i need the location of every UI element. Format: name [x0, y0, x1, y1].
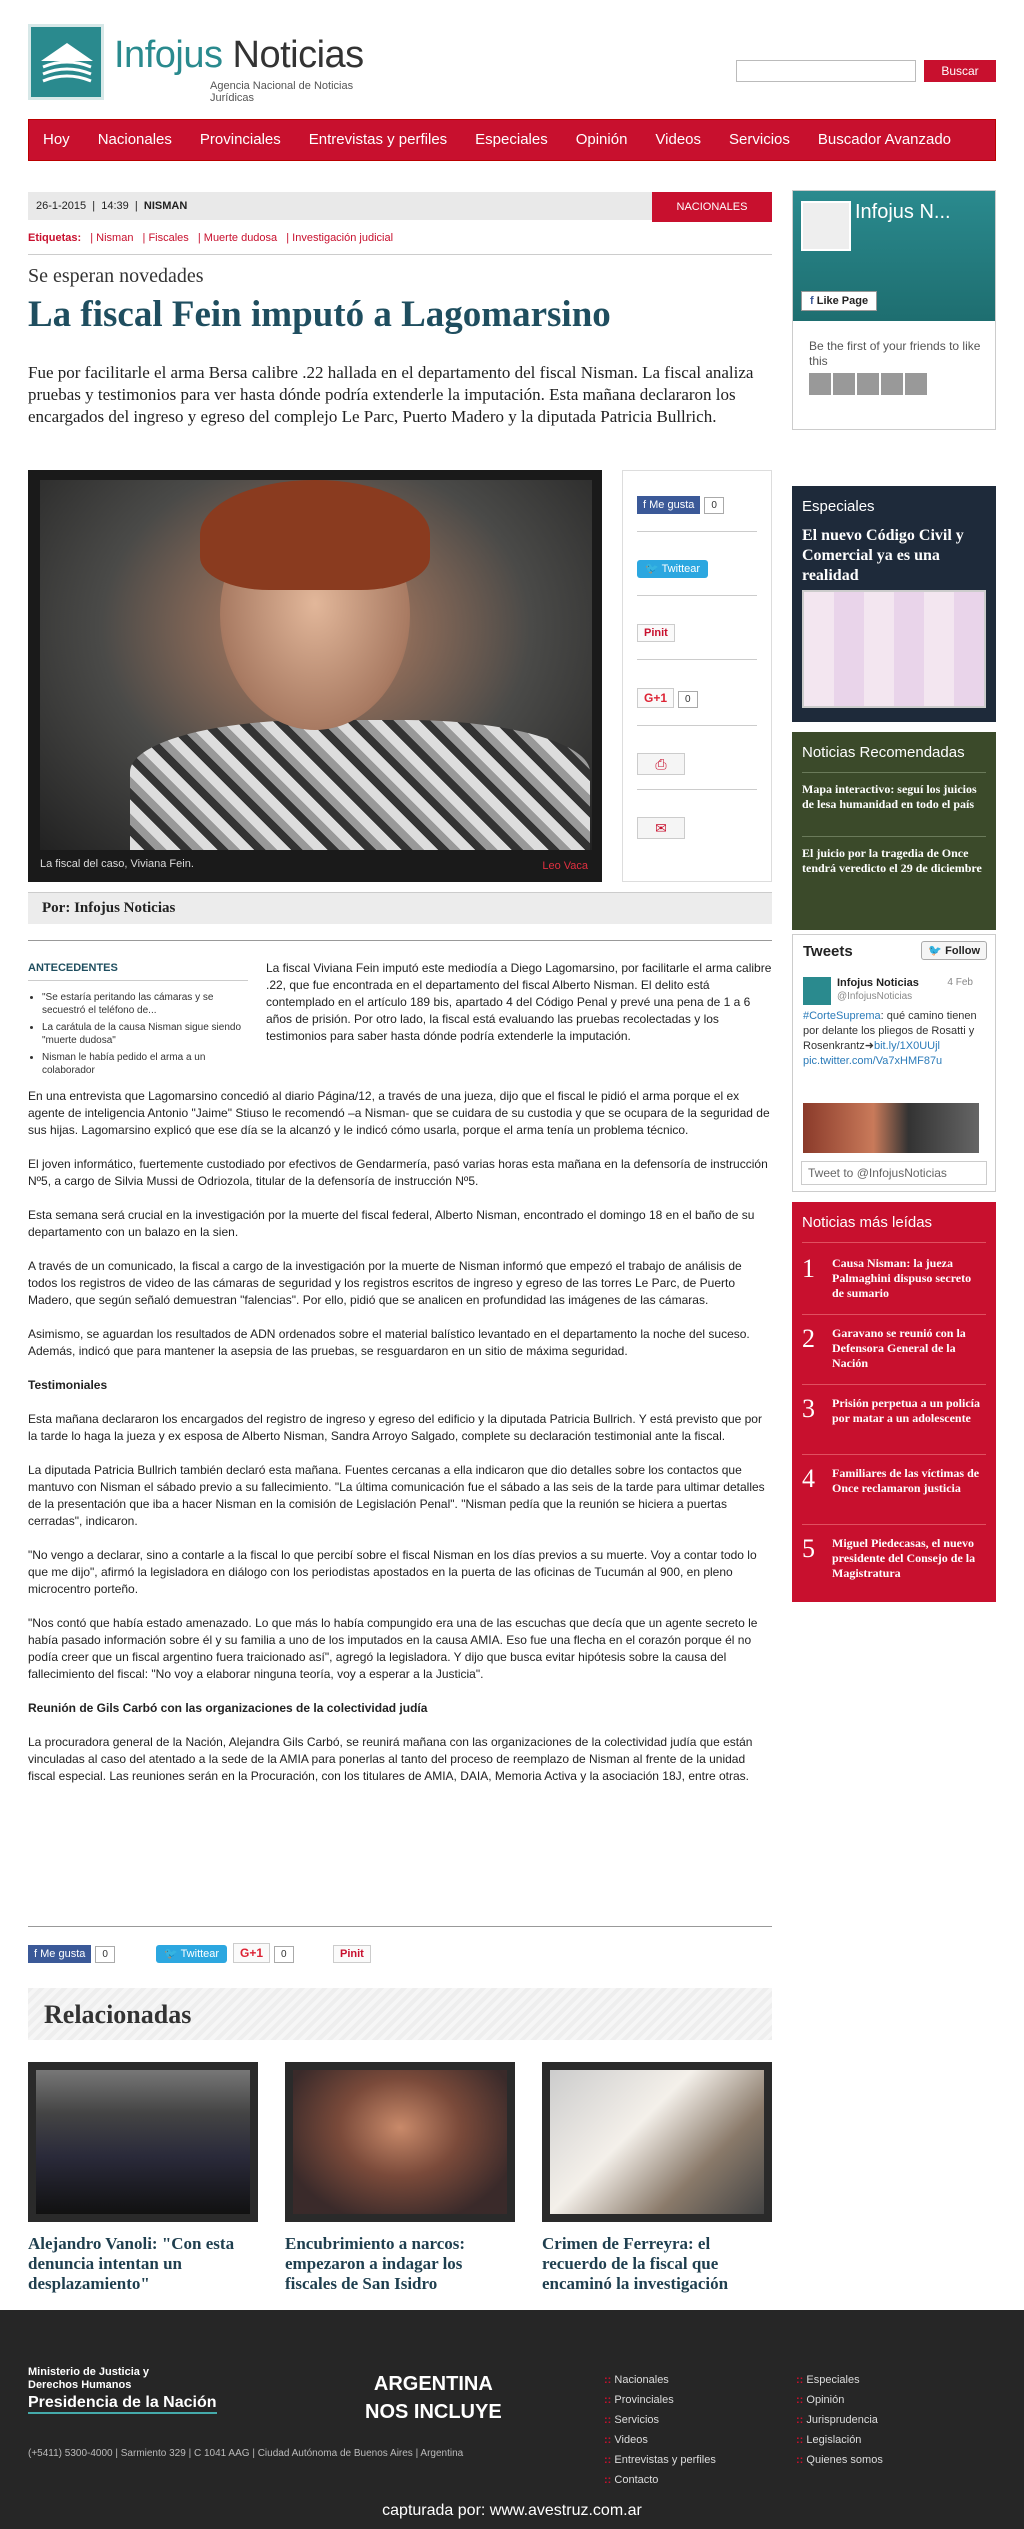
article-time: 14:39 [101, 200, 129, 212]
mas-leida-link[interactable]: Miguel Piedecasas, el nuevo presidente del Consejo de la Magistratura [832, 1536, 976, 1580]
antecedente-link[interactable]: • La carátula de la causa Nisman sigue siendo "muerte dudosa" [42, 1021, 248, 1047]
facebook-like-count: 0 [704, 497, 724, 514]
tweet-to-input[interactable]: Tweet to @InfojusNoticias [801, 1161, 987, 1185]
tweet-handle[interactable]: @InfojusNoticias [837, 991, 913, 1002]
page-avatar [801, 201, 851, 251]
nav-item-provinciales[interactable]: Provinciales [199, 131, 281, 148]
divider [28, 254, 772, 255]
rank-number: 5 [802, 1534, 815, 1563]
facebook-cover [793, 191, 995, 321]
follow-button[interactable] [921, 941, 987, 960]
facebook-like-count: 0 [95, 1946, 115, 1963]
tweet-body: : qué camino tienen por delante los pliegos de Rosatti y Rosenkrantz➜ [803, 1010, 977, 1052]
article-topic[interactable]: NISMAN [143, 200, 188, 212]
tweet-hashtag[interactable]: #CorteSuprema [803, 1010, 881, 1022]
argentina-line-1: ARGENTINA [373, 2373, 493, 2395]
tag-link[interactable]: Muerte dudosa [203, 232, 278, 244]
article-photo [28, 470, 602, 882]
facebook-icon: f [643, 499, 647, 511]
search-button[interactable]: Buscar [924, 60, 996, 82]
tweet-text [803, 1009, 979, 1069]
logo-name: Infojus [114, 34, 223, 76]
antecedentes-box [28, 962, 248, 1081]
footer-link[interactable]: :: Provinciales [604, 2390, 716, 2410]
friend-avatars [809, 373, 929, 400]
tweet-button[interactable] [637, 560, 708, 578]
antecedente-link[interactable]: • "Se estaría peritando las cámaras y se secuestró el teléfono de... [42, 991, 248, 1017]
article-kicker: Se esperan novedades [28, 265, 204, 287]
tweet-label: Twittear [661, 563, 701, 575]
facebook-like-label: Me gusta [649, 499, 695, 511]
argentina-line-2: NOS INCLUYE [365, 2401, 502, 2423]
envelope-icon: ✉ [655, 820, 667, 836]
tweet-label: Twittear [180, 1948, 220, 1960]
google-plus-button[interactable]: G+1 [233, 1943, 270, 1963]
google-plus-count: 0 [274, 1946, 294, 1963]
twitter-bird-icon: 🐦 [928, 945, 943, 957]
antecedente-link[interactable]: • Nisman le había pedido el arma a un colaborador [42, 1051, 248, 1077]
footer-link[interactable]: :: Nacionales [604, 2370, 716, 2390]
pinterest-button[interactable]: Pinit [637, 624, 675, 642]
tweet-date[interactable]: 4 Feb [947, 977, 973, 988]
byline: Por: Infojus Noticias [42, 900, 176, 916]
site-footer [0, 2310, 1024, 2529]
footer-link[interactable]: :: Quienes somos [796, 2450, 883, 2470]
rank-number: 3 [802, 1394, 815, 1423]
paragraph: A través de un comunicado, la fiscal a cargo de la investigación por la muerte de Nisman informó que empezó el trabajo de análisis de todos los registros de video de las cámaras de seguridad y los registros escritos de ingreso y egreso de las torres Le Parc, de Puerto Madero, que según señaló demuestran "falencias". Por ello, pidió que se analicen en profundidad las imágenes de las cámaras. [28, 1259, 742, 1307]
pinterest-button[interactable]: Pinit [333, 1945, 371, 1963]
nav-item-opinion[interactable]: Opinión [575, 131, 628, 148]
site-header [0, 0, 1024, 115]
paragraph: "Nos contó que había estado amenazado. Lo que más lo había compungido era una de las escuchas que decía que un agente secreto le había pasado información sobre él y su familia a uno de los imputados en la causa AMIA. Eso fue una flecha en el corazón porque él no podía creer que un fiscal argentino fuera traicionado así", agregó la legisladora. Y dijo que busca evitar hipótesis sobre la causa del fallecimiento del fiscal: "No voy a elaborar ninguna teoría, voy a esperar a la Justicia". [28, 1616, 758, 1681]
related-header [28, 1988, 772, 2040]
recomendadas-title: Noticias Recomendadas [802, 744, 965, 761]
article-body [28, 1088, 772, 1802]
footer-link[interactable]: :: Entrevistas y perfiles [604, 2450, 716, 2470]
related-thumbnail[interactable] [285, 2062, 515, 2222]
logo-subtitle: Agencia Nacional de Noticias Jurídicas [210, 80, 354, 104]
book-logo-icon [28, 24, 104, 100]
facebook-icon: f [810, 295, 814, 307]
facebook-like-button[interactable] [28, 1945, 91, 1963]
nav-item-nacionales[interactable]: Nacionales [97, 131, 172, 148]
nav-item-hoy[interactable]: Hoy [43, 131, 70, 148]
section-heading: Reunión de Gils Carbó con las organizaciones de la colectividad judía [28, 1701, 428, 1715]
print-button[interactable] [637, 753, 685, 775]
printer-icon: ⎙ [655, 756, 667, 772]
mas-leidas-title: Noticias más leídas [802, 1214, 933, 1231]
footer-link[interactable]: :: Opinión [796, 2390, 883, 2410]
facebook-like-page-button[interactable] [801, 291, 877, 311]
byline-bar [28, 892, 772, 924]
related-card[interactable] [28, 2062, 258, 2294]
paragraph: Esta semana será crucial en la investigación por la muerte del fiscal federal, Alberto Nisman, encontrado el domingo 18 en el baño de su departamento con un balazo en la sien. [28, 1208, 755, 1239]
tag-link[interactable]: Investigación judicial [292, 232, 394, 244]
main-nav [28, 119, 996, 161]
google-plus-count: 0 [678, 691, 698, 708]
related-headline[interactable]: Alejandro Vanoli: "Con esta denuncia intentan un desplazamiento" [28, 2234, 235, 2293]
article-date: 26-1-2015 [36, 200, 87, 212]
category-badge[interactable]: NACIONALES [652, 192, 772, 222]
mas-leidas-box [792, 1202, 996, 1602]
nav-item-especiales[interactable]: Especiales [475, 131, 548, 148]
paragraph: Esta mañana declararon los encargados del registro de ingreso y egreso del edificio y la diputada Patricia Bullrich. Y está previsto que por la tarde lo haga la jueza y ex esposa de Alberto Nisman, Sandra Arroyo Salgado, complete su declaración testimonial ante la fiscal. [28, 1412, 762, 1443]
paragraph: Asimismo, se aguardan los resultados de ADN ordenados sobre el material balístico levantado en el departamento la noche del suceso. Además, indicó que para mantener la asepsia de las pruebas, se resguardaron en un sitio de máxima seguridad. [28, 1327, 750, 1358]
paragraph: El joven informático, fuertemente custodiado por efectivos de Gendarmería, pasó varias horas esta mañana en la defensoría de instrucción Nº5, a cargo de Silvia Mussi de Odriozola, titular de la defensoría de instrucción Nº5. [28, 1157, 768, 1188]
rank-number: 4 [802, 1464, 815, 1493]
article-lead: Fue por facilitarle el arma Bersa calibre .22 hallada en el departamento del fiscal Nisman. La fiscal analiza pruebas y testimonios para ver hasta dónde podría extenderle la imputación. Esta mañana declararon los encargados del ingreso y egreso del complejo Le Parc, Puerto Madero y la diputada Patricia Bullrich. [28, 363, 754, 426]
mas-leida-link[interactable]: Prisión perpetua a un policía por matar a un adolescente [832, 1396, 981, 1425]
footer-link[interactable]: :: Legislación [796, 2430, 883, 2450]
related-thumbnail[interactable] [542, 2062, 772, 2222]
photo-image [40, 480, 592, 850]
ministerio-label[interactable]: Ministerio de Justicia y Derechos Humanos [28, 2366, 150, 2391]
article-body-intro [266, 960, 772, 1062]
tweet-link[interactable]: bit.ly/1X0UUjl [873, 1040, 940, 1052]
paragraph: La procuradora general de la Nación, Alejandra Gils Carbó, se reunirá mañana con las organizaciones de la colectividad judía que están vinculadas al caso del atentado a la sede de la AMIA para ponerlas al tanto del proceso de reemplazo de Nisman al frente de la unidad fiscal especial. Las reuniones serán en la Procuración, con los titulares de AMIA, DAIA, Memoria Activa y la asociación 18J, entre otras. [28, 1735, 753, 1783]
divider [28, 1926, 772, 1927]
site-logo[interactable] [28, 24, 398, 104]
search-input[interactable] [736, 60, 916, 82]
recomendada-link[interactable]: Mapa interactivo: seguí los juicios de lesa humanidad en todo el país [802, 782, 977, 811]
recomendadas-box [792, 732, 996, 930]
paragraph: La fiscal Viviana Fein imputó este mediodía a Diego Lagomarsino, por facilitarle el arma calibre .22, que fue encontrada en el departamento del fiscal Alberto Nisman. El delito está contemplado en el artículo 189 bis, apartado 4 del Código Penal y prevé una pena de 1 a 6 años de prisión. Por otro lado, la fiscal está evaluando las pruebas recolectadas y los testimonios para saber hasta dónde podría extenderle la imputación. [266, 961, 772, 1043]
related-headline[interactable]: Encubrimiento a narcos: empezaron a indagar los fiscales de San Isidro [285, 2234, 466, 2293]
twitter-bird-icon: 🐦 [645, 563, 659, 575]
photo-credit: Leo Vaca [542, 860, 588, 872]
logo-name-2: Noticias [232, 34, 364, 76]
photo-caption: La fiscal del caso, Viviana Fein. [40, 858, 194, 870]
facebook-page-widget [792, 190, 996, 430]
especiales-box [792, 486, 996, 722]
related-title: Relacionadas [44, 2000, 192, 2029]
tweets-title: Tweets [803, 943, 853, 960]
argentina-logo [365, 2370, 502, 2426]
especiales-image[interactable] [802, 590, 986, 708]
paragraph: La diputada Patricia Bullrich también declaró esta mañana. Fuentes cercanas a ella indicaron que dio detalles sobre los contactos que mantuvo con Nisman el sábado previo a su fallecimiento. "La última comunicación fue el sábado a las seis de la tarde para ultimar detalles de la presentación que iba a hacer Nisman en la comisión de Legislación Penal". "Nisman pedía que la reunión se hiciera a puertas cerradas", indicaron. [28, 1463, 765, 1528]
article-headline: La fiscal Fein imputó a Lagomarsino [28, 294, 611, 335]
facebook-page-title[interactable]: Infojus N... [855, 201, 951, 223]
paragraph: "No vengo a declarar, sino a contarle a la fiscal lo que percibí sobre el fiscal Nisman en los días previos a su muerte. Voy a contar todo lo que me dijo", afirmó la legisladora en diálogo con los periodistas apostados en la puerta de las oficinas de Tucumán al 900, en pleno microcentro porteño. [28, 1548, 757, 1596]
section-heading: Testimoniales [28, 1378, 108, 1392]
nav-item-servicios[interactable]: Servicios [729, 131, 790, 148]
email-button[interactable] [637, 817, 685, 839]
article-infobar: 26-1-2015 | 14:39 | NISMAN NACIONALES [28, 192, 772, 220]
paragraph: En una entrevista que Lagomarsino concedió al diario Página/12, a través de una jueza, dijo que el fiscal le pidió el arma porque el ex agente de inteligencia Antonio "Jaime" Stiuso le recomendó –a Nisman- que se cuidara de su custodia y que se ocupara de la seguridad de sus hijas. Lagomarsino explicó que ese día se la alcanzó y le indicó cómo usarla, porque el arma tenía un problema técnico. [28, 1089, 770, 1137]
twitter-bird-icon: 🐦 [164, 1948, 178, 1960]
mas-leida-link[interactable]: Garavano se reunió con la Defensora General de la Nación [832, 1326, 966, 1370]
divider [28, 940, 772, 941]
tweet-author[interactable]: Infojus Noticias [837, 977, 919, 989]
footer-link[interactable]: :: Servicios [604, 2410, 716, 2430]
google-plus-button[interactable]: G+1 [637, 688, 674, 708]
footer-link[interactable]: :: Especiales [796, 2370, 883, 2390]
nav-item-entrevistas[interactable]: Entrevistas y perfiles [308, 131, 448, 148]
tags-row: Etiquetas: | Nisman | Fiscales | Muerte dudosa | Investigación judicial [28, 232, 394, 244]
footer-address: (+5411) 5300-4000 | Sarmiento 329 | C 1041 AAG | Ciudad Autónoma de Buenos Aires | Argentina [28, 2448, 464, 2459]
tag-link[interactable]: Fiscales [148, 232, 189, 244]
footer-links-col-2 [796, 2370, 883, 2470]
tweet-button[interactable] [156, 1945, 227, 1963]
footer-link[interactable]: :: Contacto [604, 2470, 716, 2490]
recomendada-link[interactable]: El juicio por la tragedia de Once tendrá veredicto el 29 de diciembre [802, 846, 982, 875]
footer-link[interactable]: :: Videos [604, 2430, 716, 2450]
facebook-like-button[interactable] [637, 496, 700, 514]
facebook-like-label: Me gusta [40, 1948, 86, 1960]
nav-item-videos[interactable]: Videos [655, 131, 702, 148]
share-panel [622, 470, 772, 882]
presidencia-label[interactable]: Presidencia de la Nación [28, 2394, 217, 2414]
related-thumbnail[interactable] [28, 2062, 258, 2222]
nav-item-buscador[interactable]: Buscador Avanzado [817, 131, 952, 148]
twitter-widget [792, 934, 996, 1192]
facebook-icon: f [34, 1948, 38, 1960]
capture-watermark: capturada por: www.avestruz.com.ar [382, 2502, 642, 2519]
footer-link[interactable]: :: Jurisprudencia [796, 2410, 883, 2430]
mas-leida-link[interactable]: Causa Nisman: la jueza Palmaghini dispuso secreto de sumario [832, 1256, 972, 1300]
tweet-pic-link[interactable]: pic.twitter.com/Va7xHMF87u [803, 1055, 943, 1067]
related-card[interactable] [285, 2062, 515, 2294]
facebook-friends-text: Be the first of your friends to like this [809, 339, 981, 368]
related-headline[interactable]: Crimen de Ferreyra: el recuerdo de la fiscal que encaminó la investigación [542, 2234, 729, 2293]
like-page-label: Like Page [816, 295, 869, 307]
rank-number: 1 [802, 1254, 815, 1283]
tweet-avatar[interactable] [803, 977, 831, 1005]
especiales-headline[interactable]: El nuevo Código Civil y Comercial ya es una realidad [802, 527, 964, 584]
footer-links-col-1 [604, 2370, 716, 2490]
tag-link[interactable]: Nisman [96, 232, 134, 244]
especiales-title: Especiales [802, 498, 875, 515]
rank-number: 2 [802, 1324, 815, 1353]
mas-leida-link[interactable]: Familiares de las víctimas de Once reclamaron justicia [832, 1466, 980, 1495]
antecedentes-title: ANTECEDENTES [28, 962, 248, 981]
tweet-image[interactable] [803, 1103, 979, 1153]
tags-label: Etiquetas: [28, 232, 82, 244]
follow-label: Follow [945, 945, 980, 957]
related-card[interactable] [542, 2062, 772, 2294]
bottom-share-bar [28, 1944, 772, 1966]
